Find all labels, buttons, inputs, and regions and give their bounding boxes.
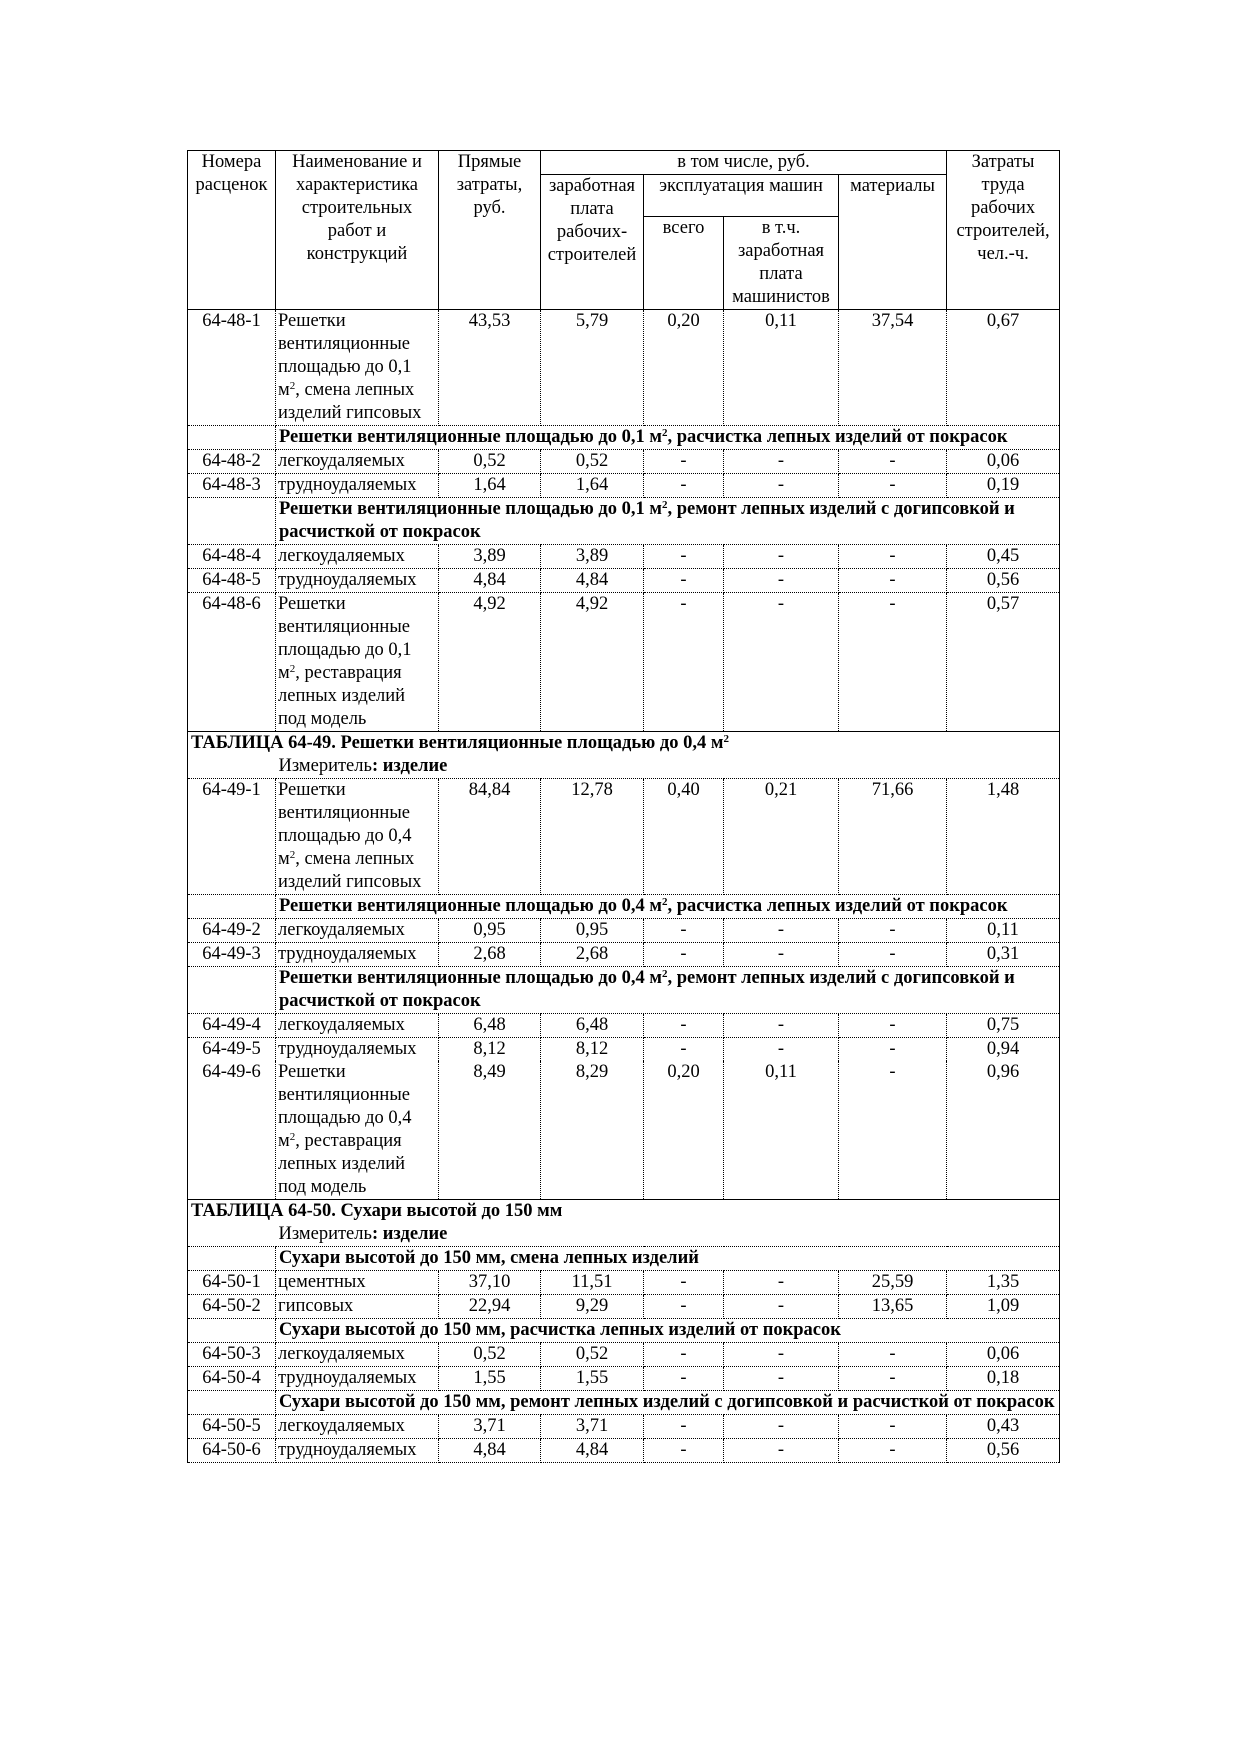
row-code: 64-49-3: [188, 943, 276, 967]
row-machinist-wage: -: [724, 919, 839, 943]
row-labor: 0,56: [947, 569, 1060, 593]
row-name: гипсовых: [276, 1295, 439, 1319]
row-machines: -: [644, 545, 724, 569]
row-machines: -: [644, 919, 724, 943]
row-machines: 0,40: [644, 779, 724, 895]
row-labor: 0,19: [947, 474, 1060, 498]
row-machinist-wage: -: [724, 1014, 839, 1038]
row-total: 4,84: [439, 569, 541, 593]
row-total: 3,89: [439, 545, 541, 569]
row-materials: -: [839, 1367, 947, 1391]
section-title: Решетки вентиляционные площадью до 0,1 $м^2$, расчистка лепных изделий от покрасок: [276, 426, 1060, 450]
table-row: [188, 1014, 1060, 1038]
row-code: 64-49-6: [188, 1061, 276, 1200]
unit-row: [188, 1223, 1060, 1247]
row-machinist-wage: -: [724, 1271, 839, 1295]
header-machines-total: всего: [644, 217, 724, 310]
row-machines: -: [644, 593, 724, 732]
table-title: ТАБЛИЦА 64-49. Решетки вентиляционные площадью до 0,4 $м^2$: [188, 732, 1060, 756]
row-machines: 0,20: [644, 1061, 724, 1200]
row-code: 64-48-4: [188, 545, 276, 569]
table-row: [188, 1271, 1060, 1295]
table-title-row: [188, 1200, 1060, 1224]
row-wage: 5,79: [541, 310, 644, 426]
row-labor: 0,31: [947, 943, 1060, 967]
row-wage: 4,84: [541, 569, 644, 593]
row-machines: -: [644, 1367, 724, 1391]
row-labor: 1,35: [947, 1271, 1060, 1295]
price-table-page: [187, 150, 1059, 1463]
row-total: 3,71: [439, 1415, 541, 1439]
row-materials: 37,54: [839, 310, 947, 426]
row-name: трудноудаляемых: [276, 1038, 439, 1062]
row-machinist-wage: -: [724, 545, 839, 569]
row-labor: 0,56: [947, 1439, 1060, 1463]
table-row: [188, 1415, 1060, 1439]
header-direct-costs: Прямые затраты, руб.: [439, 151, 541, 310]
row-total: 43,53: [439, 310, 541, 426]
row-wage: 1,55: [541, 1367, 644, 1391]
row-code: 64-50-6: [188, 1439, 276, 1463]
header-machines: эксплуатация машин: [644, 175, 839, 217]
table-row: [188, 1061, 1060, 1200]
row-total: 4,92: [439, 593, 541, 732]
row-wage: 3,71: [541, 1415, 644, 1439]
row-machinist-wage: -: [724, 1367, 839, 1391]
row-machines: -: [644, 1271, 724, 1295]
row-code: 64-48-3: [188, 474, 276, 498]
table-row: [188, 1038, 1060, 1062]
header-code: Номера расценок: [188, 151, 276, 310]
unit-of-measure: Измеритель: изделие: [276, 1223, 1060, 1247]
section-heading: [188, 895, 1060, 919]
row-machines: -: [644, 1343, 724, 1367]
row-materials: -: [839, 450, 947, 474]
section-heading: [188, 1391, 1060, 1415]
row-materials: -: [839, 474, 947, 498]
row-name: трудноудаляемых: [276, 474, 439, 498]
table-row: [188, 545, 1060, 569]
row-labor: 0,43: [947, 1415, 1060, 1439]
section-title: Решетки вентиляционные площадью до 0,4 $м^2$, расчистка лепных изделий от покрасок: [276, 895, 1060, 919]
row-wage: 2,68: [541, 943, 644, 967]
row-labor: 1,09: [947, 1295, 1060, 1319]
table-row: [188, 943, 1060, 967]
row-labor: 0,45: [947, 545, 1060, 569]
row-machinist-wage: -: [724, 1439, 839, 1463]
row-materials: -: [839, 1343, 947, 1367]
row-machinist-wage: -: [724, 943, 839, 967]
row-name: трудноудаляемых: [276, 1439, 439, 1463]
row-wage: 4,92: [541, 593, 644, 732]
row-machines: -: [644, 943, 724, 967]
table-row: [188, 1343, 1060, 1367]
row-total: 37,10: [439, 1271, 541, 1295]
row-wage: 8,29: [541, 1061, 644, 1200]
price-table: [187, 150, 1060, 1463]
table-row: [188, 474, 1060, 498]
row-machines: -: [644, 1415, 724, 1439]
row-code: 64-49-2: [188, 919, 276, 943]
row-machinist-wage: 0,21: [724, 779, 839, 895]
row-code: 64-48-5: [188, 569, 276, 593]
row-machinist-wage: -: [724, 569, 839, 593]
section-title: Сухари высотой до 150 мм, смена лепных изделий: [276, 1247, 1060, 1271]
row-materials: -: [839, 1014, 947, 1038]
row-name: Решетки вентиляционные площадью до 0,1 $м^2$, смена лепных изделий гипсовых: [276, 310, 439, 426]
row-total: 0,52: [439, 1343, 541, 1367]
row-labor: 0,67: [947, 310, 1060, 426]
table-row: [188, 919, 1060, 943]
table-row: [188, 1439, 1060, 1463]
row-code: 64-50-3: [188, 1343, 276, 1367]
row-total: 0,95: [439, 919, 541, 943]
section-heading: [188, 1247, 1060, 1271]
row-total: 0,52: [439, 450, 541, 474]
row-total: 84,84: [439, 779, 541, 895]
row-wage: 0,95: [541, 919, 644, 943]
row-name: Решетки вентиляционные площадью до 0,4 $м^2$, смена лепных изделий гипсовых: [276, 779, 439, 895]
row-code: 64-48-2: [188, 450, 276, 474]
section-title: Сухари высотой до 150 мм, ремонт лепных изделий с догипсовкой и расчисткой от покрасок: [276, 1391, 1060, 1415]
section-title: Решетки вентиляционные площадью до 0,4 $м^2$, ремонт лепных изделий с догипсовкой и расчисткой от покрасок: [276, 967, 1060, 1014]
row-name: трудноудаляемых: [276, 1367, 439, 1391]
row-wage: 12,78: [541, 779, 644, 895]
row-total: 22,94: [439, 1295, 541, 1319]
row-wage: 1,64: [541, 474, 644, 498]
row-code: 64-48-6: [188, 593, 276, 732]
row-machines: -: [644, 474, 724, 498]
table-row: [188, 450, 1060, 474]
row-labor: 0,06: [947, 450, 1060, 474]
row-machines: -: [644, 450, 724, 474]
row-labor: 0,06: [947, 1343, 1060, 1367]
row-materials: -: [839, 1439, 947, 1463]
unit-of-measure: Измеритель: изделие: [276, 755, 1060, 779]
row-total: 8,12: [439, 1038, 541, 1062]
header-machinist-wage: в т.ч. заработная плата машинистов: [724, 217, 839, 310]
row-wage: 0,52: [541, 450, 644, 474]
row-name: легкоудаляемых: [276, 545, 439, 569]
header-including: в том числе, руб.: [541, 151, 947, 175]
table-title-row: [188, 732, 1060, 756]
row-machinist-wage: -: [724, 593, 839, 732]
header-wage: заработная плата рабочих-строителей: [541, 175, 644, 310]
row-total: 1,55: [439, 1367, 541, 1391]
table-row: [188, 1295, 1060, 1319]
row-materials: -: [839, 943, 947, 967]
row-labor: 0,75: [947, 1014, 1060, 1038]
row-total: 2,68: [439, 943, 541, 967]
row-name: легкоудаляемых: [276, 1014, 439, 1038]
section-heading: [188, 1319, 1060, 1343]
row-wage: 4,84: [541, 1439, 644, 1463]
row-name: Решетки вентиляционные площадью до 0,4 $м^2$, реставрация лепных изделий под модель: [276, 1061, 439, 1200]
row-total: 4,84: [439, 1439, 541, 1463]
section-heading: [188, 498, 1060, 545]
header-name: Наименование и характеристика строительных работ и конструкций: [276, 151, 439, 310]
row-wage: 6,48: [541, 1014, 644, 1038]
row-code: 64-50-4: [188, 1367, 276, 1391]
row-code: 64-48-1: [188, 310, 276, 426]
row-machines: -: [644, 1295, 724, 1319]
row-labor: 0,18: [947, 1367, 1060, 1391]
row-name: легкоудаляемых: [276, 450, 439, 474]
row-wage: 0,52: [541, 1343, 644, 1367]
row-total: 1,64: [439, 474, 541, 498]
row-machinist-wage: -: [724, 474, 839, 498]
row-name: трудноудаляемых: [276, 569, 439, 593]
row-materials: -: [839, 1061, 947, 1200]
row-machines: -: [644, 1439, 724, 1463]
row-code: 64-50-5: [188, 1415, 276, 1439]
header-labor: Затраты труда рабочих строителей, чел.-ч.: [947, 151, 1060, 310]
row-materials: -: [839, 919, 947, 943]
row-machinist-wage: 0,11: [724, 1061, 839, 1200]
row-machines: -: [644, 1038, 724, 1062]
row-wage: 8,12: [541, 1038, 644, 1062]
row-labor: 1,48: [947, 779, 1060, 895]
section-heading: [188, 967, 1060, 1014]
row-materials: -: [839, 593, 947, 732]
section-title: Решетки вентиляционные площадью до 0,1 $м^2$, ремонт лепных изделий с догипсовкой и расчисткой от покрасок: [276, 498, 1060, 545]
unit-row: [188, 755, 1060, 779]
row-code: 64-49-5: [188, 1038, 276, 1062]
row-name: Решетки вентиляционные площадью до 0,1 $м^2$, реставрация лепных изделий под модель: [276, 593, 439, 732]
row-name: цементных: [276, 1271, 439, 1295]
row-materials: -: [839, 569, 947, 593]
row-machines: -: [644, 569, 724, 593]
table-row: [188, 593, 1060, 732]
row-code: 64-49-1: [188, 779, 276, 895]
row-machinist-wage: -: [724, 1038, 839, 1062]
row-materials: -: [839, 545, 947, 569]
table-row: [188, 779, 1060, 895]
row-name: легкоудаляемых: [276, 1343, 439, 1367]
row-name: легкоудаляемых: [276, 919, 439, 943]
table-header: [188, 151, 1060, 310]
header-materials: материалы: [839, 175, 947, 310]
row-labor: 0,96: [947, 1061, 1060, 1200]
row-labor: 0,11: [947, 919, 1060, 943]
section-heading: [188, 426, 1060, 450]
row-materials: -: [839, 1415, 947, 1439]
table-row: [188, 310, 1060, 426]
row-machinist-wage: -: [724, 1343, 839, 1367]
row-wage: 9,29: [541, 1295, 644, 1319]
table-row: [188, 569, 1060, 593]
row-machinist-wage: -: [724, 1295, 839, 1319]
row-code: 64-49-4: [188, 1014, 276, 1038]
table-row: [188, 1367, 1060, 1391]
row-materials: 71,66: [839, 779, 947, 895]
row-machinist-wage: -: [724, 450, 839, 474]
section-title: Сухари высотой до 150 мм, расчистка лепных изделий от покрасок: [276, 1319, 1060, 1343]
row-labor: 0,57: [947, 593, 1060, 732]
table-title: ТАБЛИЦА 64-50. Сухари высотой до 150 мм: [188, 1200, 1060, 1224]
row-code: 64-50-2: [188, 1295, 276, 1319]
row-name: трудноудаляемых: [276, 943, 439, 967]
row-name: легкоудаляемых: [276, 1415, 439, 1439]
row-materials: 13,65: [839, 1295, 947, 1319]
row-machines: 0,20: [644, 310, 724, 426]
row-code: 64-50-1: [188, 1271, 276, 1295]
row-materials: 25,59: [839, 1271, 947, 1295]
row-total: 6,48: [439, 1014, 541, 1038]
row-wage: 3,89: [541, 545, 644, 569]
row-machinist-wage: 0,11: [724, 310, 839, 426]
row-total: 8,49: [439, 1061, 541, 1200]
row-labor: 0,94: [947, 1038, 1060, 1062]
row-materials: -: [839, 1038, 947, 1062]
row-machines: -: [644, 1014, 724, 1038]
row-machinist-wage: -: [724, 1415, 839, 1439]
row-wage: 11,51: [541, 1271, 644, 1295]
